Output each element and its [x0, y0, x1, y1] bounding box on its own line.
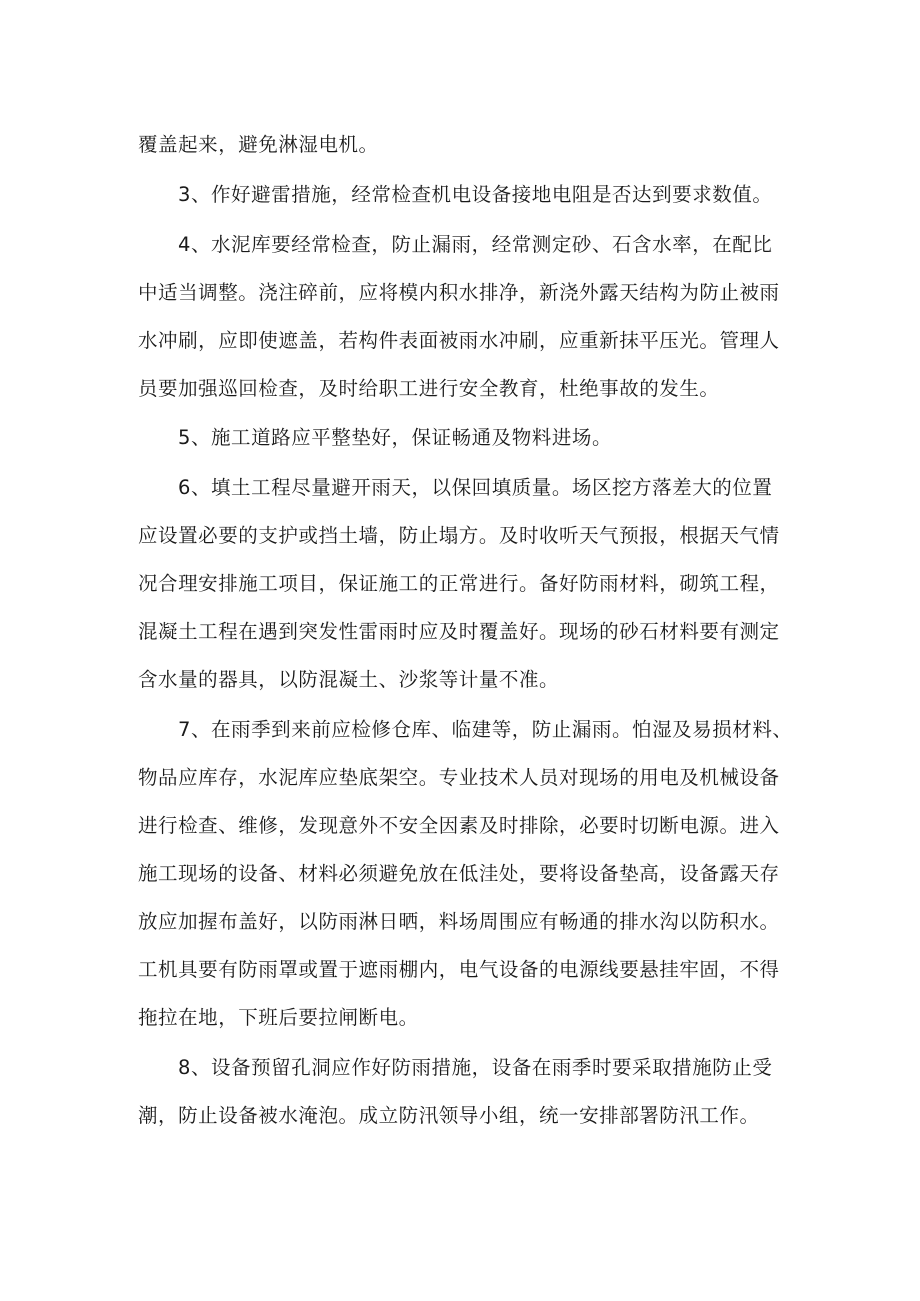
text-line-13: 7、在雨季到来前应检修仓库、临建等，防止漏雨。怕湿及易损材料、 — [178, 718, 793, 741]
text-line-3: 4、水泥库要经常检查，防止漏雨，经常测定砂、石含水率，在配比 — [178, 233, 773, 256]
text-line-12: 含水量的器具，以防混凝土、沙浆等计量不准。 — [138, 668, 560, 691]
text-line-5: 水冲刷，应即使遮盖，若构件表面被雨水冲刷，应重新抹平压光。管理人 — [138, 329, 780, 352]
text-line-7: 5、施工道路应平整垫好，保证畅通及物料进场。 — [178, 426, 613, 449]
text-line-10: 况合理安排施工项目，保证施工的正常进行。备好防雨材料，砌筑工程， — [138, 572, 780, 595]
text-line-16: 施工现场的设备、材料必须避免放在低洼处，要将设备垫高，设备露天存 — [138, 862, 780, 885]
text-line-20: 8、设备预留孔洞应作好防雨措施，设备在雨季时要采取措施防止受 — [178, 1056, 773, 1079]
text-line-4: 中适当调整。浇注碎前，应将模内积水排净，新浇外露天结构为防止被雨 — [138, 281, 780, 304]
text-line-18: 工机具要有防雨罩或置于遮雨棚内，电气设备的电源线要悬挂牢固，不得 — [138, 958, 780, 981]
text-line-1: 覆盖起来，避免淋湿电机。 — [138, 133, 379, 156]
text-line-8: 6、填土工程尽量避开雨天，以保回填质量。场区挖方落差大的位置 — [178, 476, 773, 499]
text-line-21: 潮，防止设备被水淹泡。成立防汛领导小组，统一安排部署防汛工作。 — [138, 1104, 760, 1127]
text-line-2: 3、作好避雷措施，经常检查机电设备接地电阻是否达到要求数值。 — [178, 183, 773, 206]
text-line-17: 放应加握布盖好，以防雨淋日晒，料场周围应有畅通的排水沟以防积水。 — [138, 910, 780, 933]
text-line-6: 员要加强巡回检查，及时给职工进行安全教育，杜绝事故的发生。 — [138, 377, 720, 400]
text-line-14: 物品应库存，水泥库应垫底架空。专业技术人员对现场的用电及机械设备 — [138, 766, 780, 789]
text-line-19: 拖拉在地，下班后要拉闸断电。 — [138, 1006, 419, 1029]
text-line-11: 混凝土工程在遇到突发性雷雨时应及时覆盖好。现场的砂石材料要有测定 — [138, 620, 780, 643]
text-line-15: 进行检查、维修，发现意外不安全因素及时排除，必要时切断电源。进入 — [138, 814, 780, 837]
text-line-9: 应设置必要的支护或挡土墙，防止塌方。及时收听天气预报，根据天气情 — [138, 524, 780, 547]
